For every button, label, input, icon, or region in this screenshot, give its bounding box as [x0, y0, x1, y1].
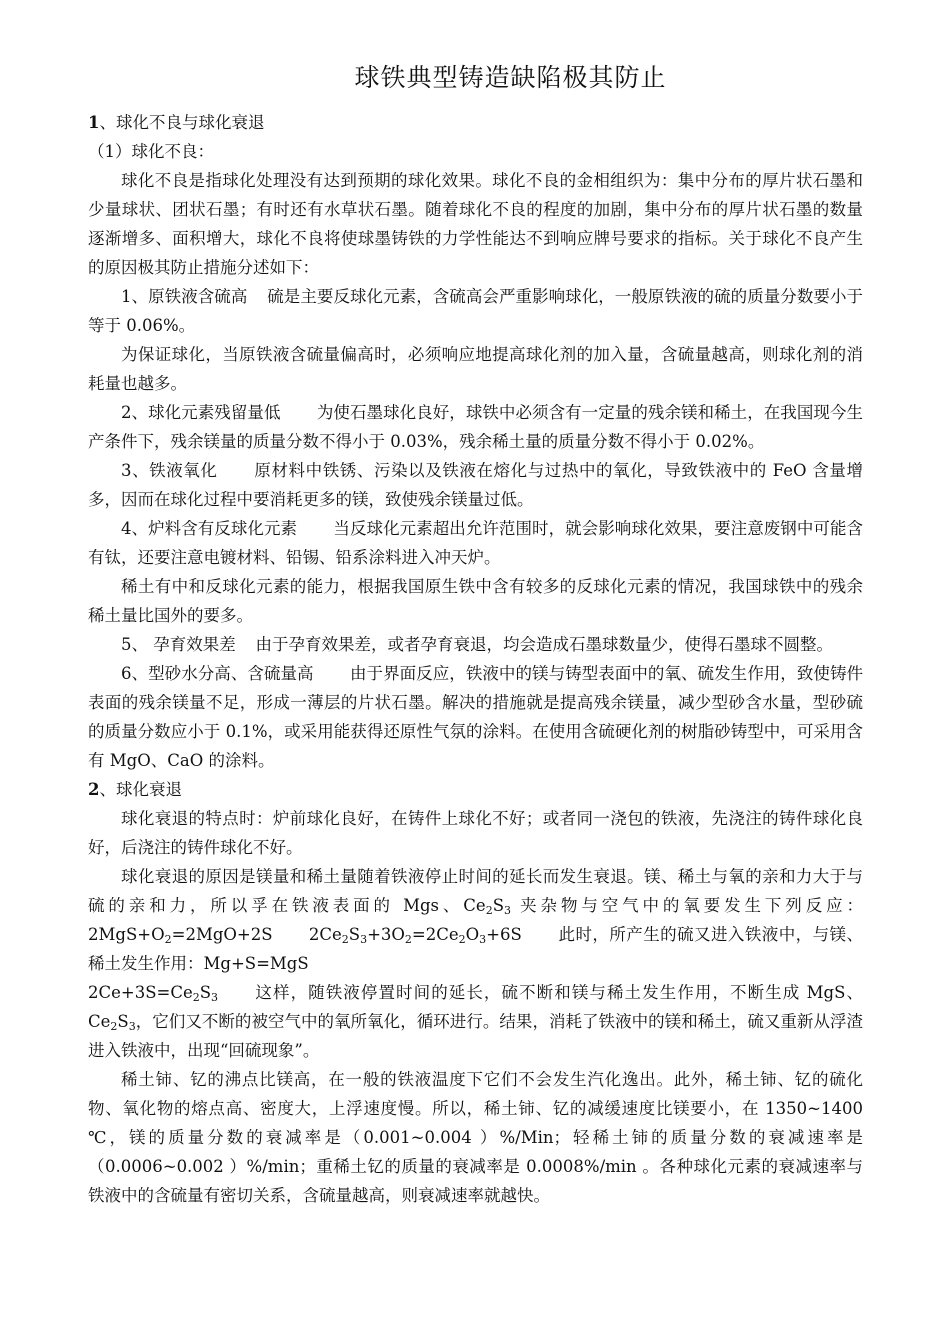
paragraph-decline-features: 球化衰退的特点时：炉前球化良好，在铸件上球化不好；或者同一浇包的铁液，先浇注的铸件球化良好，后浇注的铸件球化不好。: [88, 809, 863, 857]
section-heading-2: [88, 775, 863, 804]
section-heading-1-text: 、球化不良与球化衰退: [99, 113, 265, 132]
subscript: 3: [479, 933, 487, 946]
text-run: 这样，随铁液停置时间的延长，硫不断和镁与稀土发生作用，不断生成 MgS、Ce: [88, 983, 863, 1031]
subscript: 3: [211, 991, 219, 1004]
cause-5-label: 5、 孕育效果差: [121, 635, 236, 654]
text-run: S: [117, 1012, 129, 1031]
paragraph-decline-recycle: [88, 978, 863, 1065]
subscript: 2: [110, 1020, 118, 1033]
document-page: [88, 60, 863, 1210]
text-run: S: [199, 983, 212, 1002]
text-run: 2Ce+3S=Ce: [88, 983, 193, 1002]
subscript: 3: [360, 933, 368, 946]
section-heading-2-text: 、球化衰退: [99, 780, 182, 799]
subscript: 2: [341, 933, 349, 946]
cause-6-text: 由于界面反应，铁液中的镁与铸型表面中的氧、硫发生作用，致使铸件表面的残余镁量不足，形成一薄层的片状石墨。解决的措施就是提高残余镁量，减少型砂含水量，型砂硫的质量分数应小于 0.1%，或采用能获得还原性气氛的涂料。在使用含硫硬化剂的树脂砂铸型中，可采用含有 MgO、CaO 的涂料。: [88, 664, 864, 770]
section-heading-1-number: 1: [88, 113, 100, 132]
paragraph-cause-6: [88, 659, 863, 775]
text-run: =2Ce: [411, 925, 459, 944]
paragraph-cause-4-note: 稀土有中和反球化元素的能力，根据我国原生铁中含有较多的反球化元素的情况，我国球铁中的残余稀土量比国外的要多。: [88, 577, 863, 625]
subscript: 2: [192, 991, 200, 1004]
subscript: 2: [458, 933, 466, 946]
page-title: 球铁典型铸造缺陷极其防止: [354, 63, 667, 92]
cause-6-label: 6、型砂水分高、含硫量高: [121, 664, 314, 683]
subscript: 3: [504, 904, 512, 917]
text-run: O: [465, 925, 480, 944]
section-heading-1: [88, 108, 863, 137]
text-run: S: [492, 896, 505, 915]
cause-5-text: 由于孕育效果差，或者孕育衰退，均会造成石墨球数量少，使得石墨球不圆整。: [255, 635, 834, 654]
subscript: 3: [128, 1020, 136, 1033]
cause-1-text: 硫是主要反球化元素，含硫高会严重影响球化，一般原铁液的硫的质量分数要小于等于 0.06%。: [88, 287, 864, 335]
text-run: 2Ce: [308, 925, 342, 944]
subscript: 2: [404, 933, 412, 946]
cause-1-label: 1、原铁液含硫高: [121, 287, 248, 306]
cause-2-label: 2、球化元素残留量低: [121, 403, 281, 422]
cause-4-text: 当反球化元素超出允许范围时，就会影响球化效果，要注意废钢中可能含有钛，还要注意电镀材料、铅锡、铅系涂料进入冲天炉。: [88, 519, 863, 567]
cause-3-text: 原材料中铁锈、污染以及铁液在熔化与过热中的氧化，导致铁液中的 FeO 含量增多，因而在球化过程中要消耗更多的镁，致使残余镁量过低。: [88, 461, 864, 509]
paragraph-cause-1: [88, 282, 863, 340]
paragraph-decline-reactions: [88, 862, 863, 978]
text-run: 此时，所产生的硫又进入铁液中，与镁、稀土发生作用：Mg+S=MgS: [88, 925, 863, 973]
text-run: +6S: [486, 925, 522, 944]
subscript: 2: [485, 904, 493, 917]
paragraph-cause-4: [88, 514, 863, 572]
paragraph-rare-earth-decay: 稀土铈、钇的沸点比镁高，在一般的铁液温度下它们不会发生汽化逸出。此外，稀土铈、钇的硫化物、氧化物的熔点高、密度大，上浮速度慢。所以，稀土铈、钇的减缓速度比镁要小，在 1350~1400 ℃，镁的质量分数的衰减率是（0.001~0.004 ）%/Min；轻稀土铈的质量分数的衰减速率是（0.0006~0.002 ）%/min；重稀土钇的质量的衰减率是 0.0008%/min 。各种球化元素的衰减速率与铁液中的含硫量有密切关系，含硫量越高，则衰减速率就越快。: [88, 1070, 863, 1205]
text-run: =2MgO+2S: [171, 925, 273, 944]
subscript: 2: [164, 933, 172, 946]
paragraph-cause-3: [88, 456, 863, 514]
paragraph-cause-5: [88, 630, 863, 659]
paragraph-cause-2: [88, 398, 863, 456]
subsection-heading: （1）球化不良：: [88, 142, 214, 161]
text-run: ，它们又不断的被空气中的氧所氧化，循环进行。结果，消耗了铁液中的镁和稀土，硫又重新从浮渣进入铁液中，出现“回硫现象”。: [88, 1012, 863, 1060]
cause-4-label: 4、炉料含有反球化元素: [121, 519, 298, 538]
section-heading-2-number: 2: [88, 780, 100, 799]
cause-3-label: 3、铁液氧化: [121, 461, 218, 480]
text-run: +3O: [367, 925, 405, 944]
paragraph-intro: 球化不良是指球化处理没有达到预期的球化效果。球化不良的金相组织为：集中分布的厚片状石墨和少量球状、团状石墨；有时还有水草状石墨。随着球化不良的程度的加剧，集中分布的厚片状石墨的数量逐渐增多、面积增大，球化不良将使球墨铸铁的力学性能达不到响应牌号要求的指标。关于球化不良产生的原因极其防止措施分述如下：: [88, 171, 863, 277]
paragraph-cause-1-note: 为保证球化，当原铁液含硫量偏高时，必须响应地提高球化剂的加入量，含硫量越高，则球化剂的消耗量也越多。: [88, 345, 863, 393]
text-run: S: [348, 925, 361, 944]
cause-2-text: 为使石墨球化良好，球铁中必须含有一定量的残余镁和稀土，在我国现今生产条件下，残余镁量的质量分数不得小于 0.03%，残余稀土量的质量分数不得小于 0.02%。: [88, 403, 864, 451]
text-run: 球化衰退的原因是镁量和稀土量随着铁液停止时间的延长而发生衰退。镁、稀土与氧的亲和力大于与硫的亲和力，所以孚在铁液表面的 Mgs、Ce: [88, 867, 863, 915]
text-run: 夹杂物与空气中的氧要发生下列反应：2MgS+O: [88, 896, 863, 944]
